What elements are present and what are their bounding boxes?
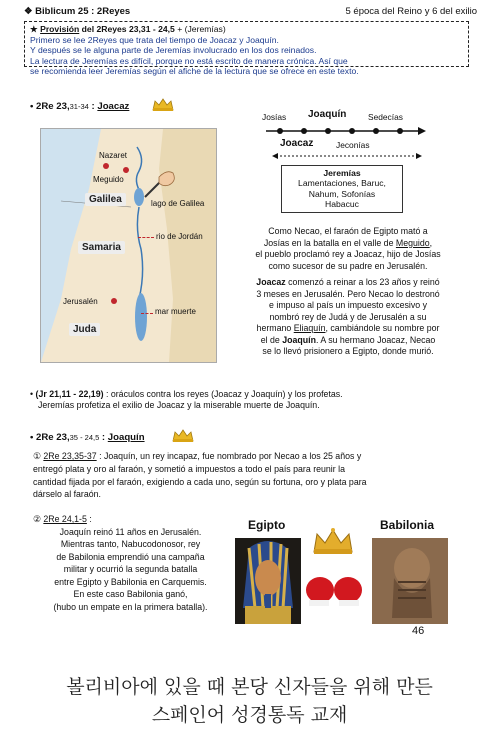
map-label-meguido: Meguido [93,175,124,184]
provision-line-4: La lectura de Jeremías es difícil, porque no está escrito de manera crónica. Así que [30,55,348,66]
crown-icon [172,428,194,443]
map-label-jerusalen: Jerusalén [63,297,98,306]
kings-timeline [262,108,482,168]
label-egipto: Egipto [248,518,286,532]
jeremias-box: Jeremías Lamentaciones, Baruc, Nahum, Sofonías Habacuc [281,165,403,213]
babylonian-relief-image [372,538,448,624]
label-babilonia: Babilonia [380,518,435,532]
jerusalen-dot [111,298,117,304]
section-joaquin-heading: • 2Re 23,35 - 24,5 : Joaquín [30,432,145,443]
item-1: ① 2Re 23,35-37 : Joaquín, un rey incapaz, fue nombrado por Necao a los 25 años y entregó plata y oro al faraón, y sometió a impuestos a todo el país para reunir la cantidad fijada por el faraón, exigiendo a cada uno, según su fortuna, oro y plata para dárselo al faraón. [33,451,367,500]
map-label-nazaret: Nazaret [99,151,128,160]
item-2: ② 2Re 24,1-5 : Joaquín reinó 11 años en Jerusalén. Mientras tanto, Nabucodonosor, rey de Babilonia emprendió una campaña militar y ocurrió la segunda batalla entre Egipto y Babilonia en Carquemis. En este caso Babilonia ganó, (hubo un empate en la primera batalla). [33,514,208,612]
provision-line-2: Primero se lee 2Reyes que trata del tiempo de Joacaz y Joaquín. [30,34,279,45]
map-label-mar: mar muerte [155,307,196,316]
provision-label: Provisión [40,24,80,34]
provision-tail: + (Jeremías) [177,24,226,34]
provision-line-5: se recomienda leer Jeremías según el afiche de la lectura que se ofrece en este texto. [30,66,359,77]
caption-line-2: 스페인어 성경통독 교재 [151,704,348,726]
pharaoh-image [235,538,301,624]
rio-pointer [138,237,154,238]
map-region-galilea: Galilea [85,193,126,206]
boxing-gloves-icon [303,570,365,610]
timeline-line [262,124,482,138]
caption-line-1: 볼리비아에 있을 때 본당 신자들을 위해 만든 [66,676,433,698]
crown-icon [152,97,174,112]
meguido-dot [123,167,129,173]
map-israel [40,128,217,363]
jeremias-title: Jeremías [323,168,361,178]
joaquin-name: Joaquín [107,432,145,443]
header-title: ❖ Biblicum 25 : 2Reyes [24,6,131,17]
star-icon: ★ [30,24,38,34]
timeline-sedecias: Sedecías [368,112,403,122]
header-period: 5 época del Reino y 6 del exilio [345,6,477,17]
crown-icon [312,528,354,556]
timeline-joacaz: Joacaz [280,138,314,149]
story-text: Como Necao, el faraón de Egipto mató a Josías en la batalla en el valle de Meguido, el pueblo proclamó rey a Joacaz, hijo de Josías como sucesor de su padre en Jerusalén. Joacaz comenzó a reinar a los 23 años y reinó 3 meses en Jerusalén. Pero Necao lo destronó e impuso al país un impuesto excesivo y nombró rey de Judá y de Jerusalén a su hermano Eliaquín, cambiándole su nombre por el de Joaquín. A su hermano Joacaz, Necao se lo llevó prisionero a Egipto, donde murió. [255,226,441,356]
provision-line-3: Y después se le alguna parte de Jeremías involucrado en los dos reinados. [30,45,317,56]
map-label-lago: lago de Galilea [151,199,205,208]
map-label-rio: rio de Jordán [156,232,203,241]
hand-pen-icon [141,169,177,201]
joacaz-name: Joacaz [97,101,130,112]
nazaret-dot [103,163,109,169]
map-terrain [41,129,216,362]
timeline-josias: Josías [262,112,287,122]
section-joacaz-heading: • 2Re 23,31-34 : Joacaz [30,101,130,112]
timeline-jeconias: Jeconías [336,140,370,150]
provision-ref: del 2Reyes 23,31 - 24,5 [79,24,178,34]
provision-box [24,21,469,77]
page-number: 46 [412,625,425,637]
mar-pointer [141,313,153,314]
timeline-joaquin: Joaquín [308,109,347,120]
map-region-samaria: Samaria [78,241,125,254]
jr-section: • (Jr 21,11 - 22,19) : oráculos contra los reyes (Joacaz y Joaquín) y los profetas. Jeremías profetiza el exilio de Joacaz y la miserable muerte de Joaquín. [30,389,343,411]
provision-line-1 [30,24,463,35]
timeline-range [272,152,422,160]
map-region-juda: Juda [69,323,100,336]
